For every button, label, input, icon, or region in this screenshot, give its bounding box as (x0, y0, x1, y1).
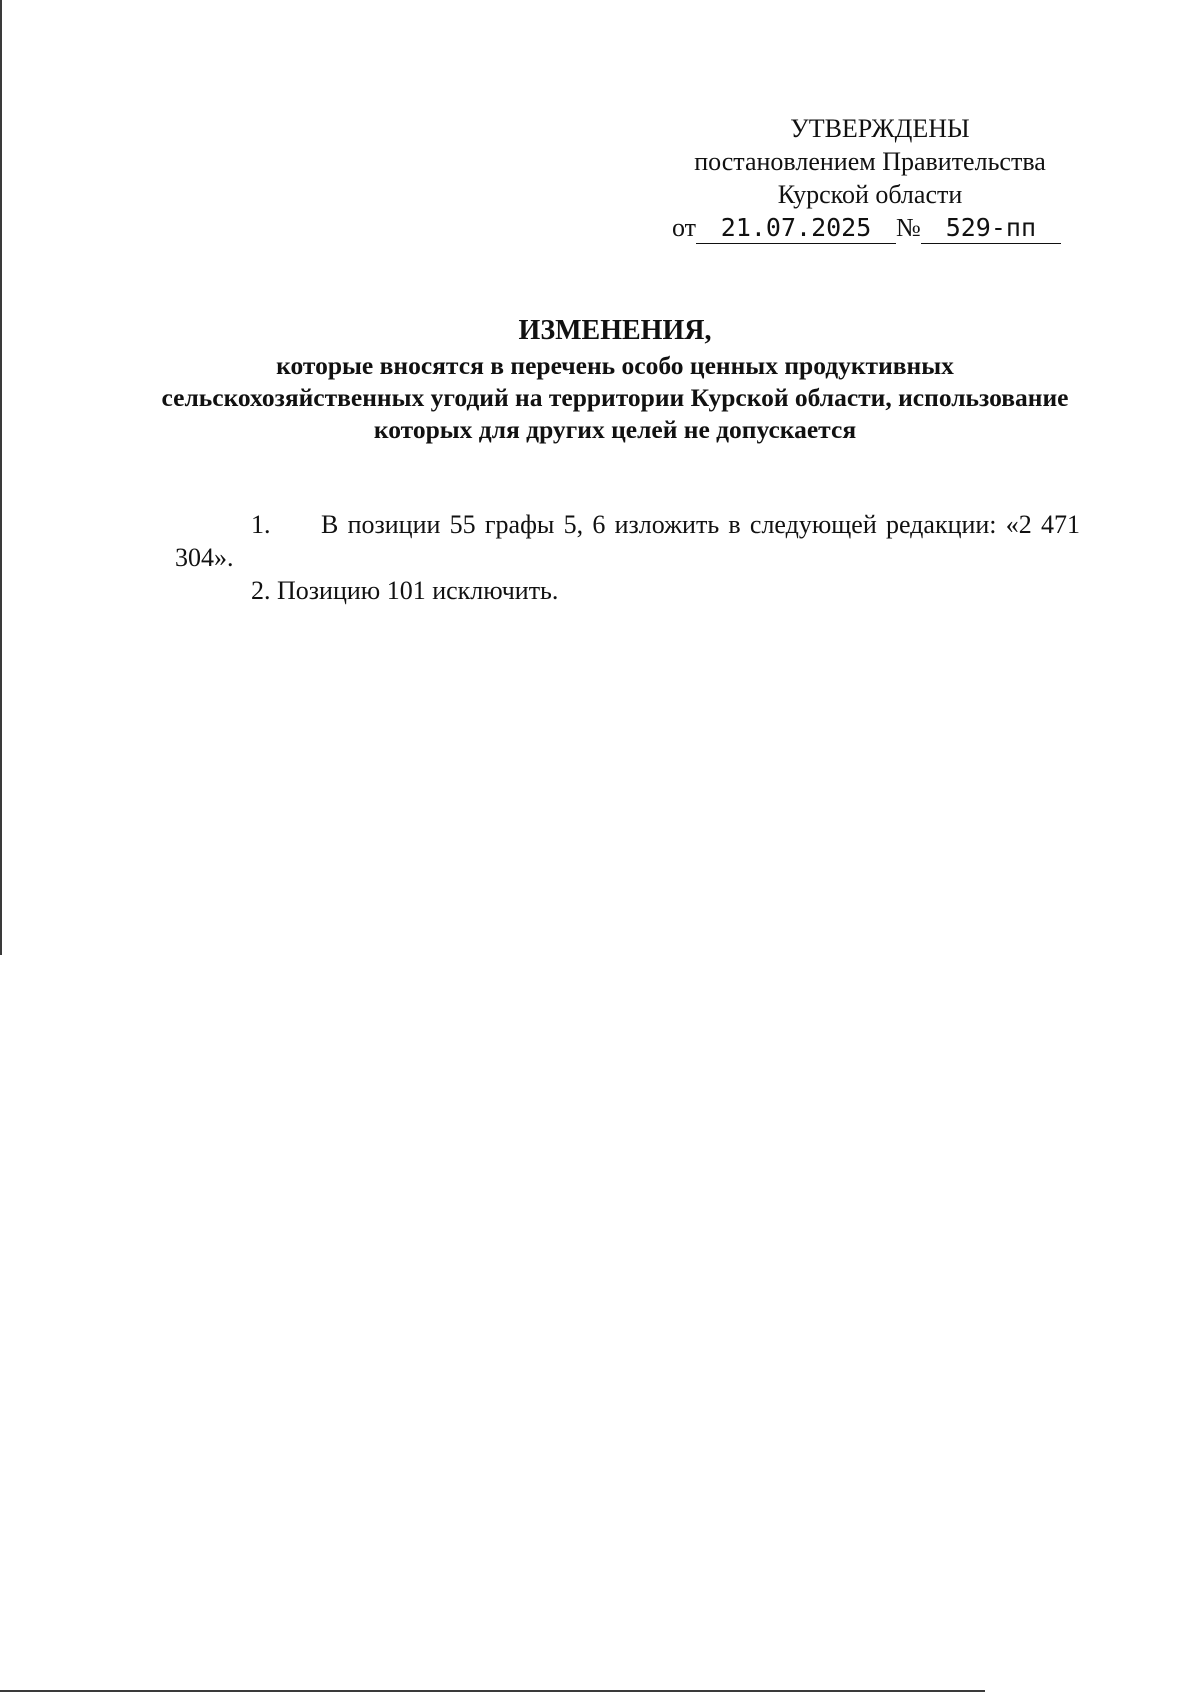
title-subtitle: которые вносятся в перечень особо ценных продуктивных сельскохозяйственных угодий на территории Курской области, использование которых для других целей не допускается (161, 351, 1069, 444)
approval-line-1: постановлением Правительства (694, 147, 1046, 176)
approval-number: 529-пп (921, 213, 1061, 244)
approval-heading: УТВЕРЖДЕНЫ (790, 114, 970, 143)
scan-left-border (0, 0, 2, 955)
item-text: Позицию 101 исключить. (277, 576, 559, 605)
item-number: 2. (251, 576, 271, 605)
document-title (160, 314, 1070, 446)
item-text: В позиции 55 графы 5, 6 изложить в следующей редакции: «2 471 304». (175, 510, 1080, 572)
list-item (175, 508, 1080, 574)
approval-line-2: Курской области (777, 180, 963, 209)
number-sign: № (896, 213, 921, 242)
approval-date-line (672, 211, 1080, 244)
approval-stamp (660, 112, 1080, 244)
date-prefix: от (672, 213, 697, 242)
approval-date: 21.07.2025 (696, 213, 896, 244)
scan-bottom-border (0, 1690, 985, 1692)
item-number: 1. (251, 510, 271, 539)
list-item (175, 574, 1080, 607)
document-body (175, 508, 1080, 607)
title-main: ИЗМЕНЕНИЯ, (518, 315, 712, 346)
